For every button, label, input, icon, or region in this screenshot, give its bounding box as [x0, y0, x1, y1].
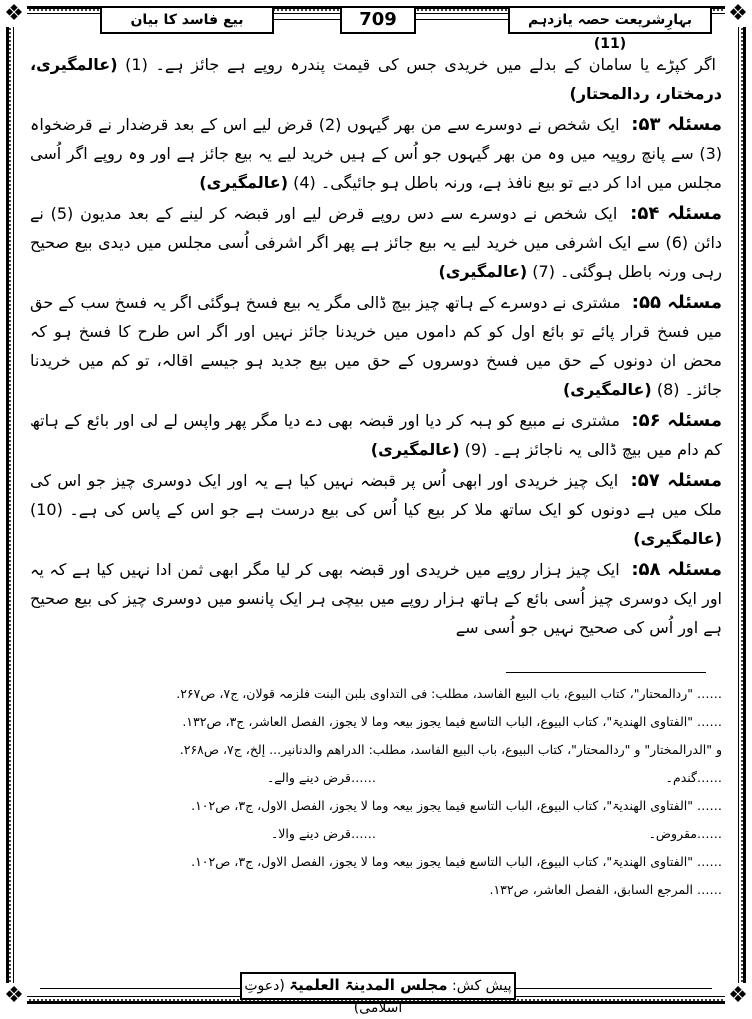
footnote: …… "الفتاوی الھندیۃ"، کتاب البیوع، الباب التاسع فیما یجوز بیعہ وما لا یجوز، الفصل العاشر، ج۳، ص۱۳۲.	[182, 714, 722, 729]
reference: (عالمگیری)	[562, 380, 652, 399]
footnote-pair	[30, 764, 722, 792]
book-title: بہارِشریعت حصہ یازدہم (11)	[508, 6, 712, 34]
footnote: و "الدرالمختار" و "ردالمحتار"، کتاب البیوع، باب البیع الفاسد، مطلب: الدراھم والدنانیر... إلخ، ج۷، ص۲۶۸.	[179, 742, 722, 757]
corner-ornament-icon: ❖	[725, 1, 751, 27]
footnotes	[30, 680, 722, 904]
footnote-separator	[506, 672, 706, 673]
paragraph-text: مشتری نے دوسرے کے ہاتھ چیز بیچ ڈالی مگر یہ بیع فسخ ہوگئی اگر یہ فسخ سب کے حق میں فسخ قرار پائے تو بائع اول کو کم داموں میں خریدنا جائز نہیں اور اگر اس طرح کا فسخ ہو کہ محض ان دونوں کے حق میں فسخ دوسروں کے حق میں بیع جدید ہو جیسے اقالہ، تو کم میں خریدنا جائز۔ (8)	[30, 293, 722, 399]
organization-name: (دعوتِ اسلامی)	[244, 978, 403, 1016]
reference: (عالمگیری)	[370, 440, 460, 459]
masala-label: مسئلہ ۵۷:	[630, 470, 722, 491]
paragraph-text: ایک شخص نے دوسرے سے دس روپے قرض لیے اور قبضہ کر لینے کے بعد مدیون (5) نے دائن (6) سے ایک اشرفی میں خرید لیے یہ بیع جائز ہے پھر اگر اشرفی اُسی مجلس میں دیدی بیع صحیح رہی ورنہ باطل ہوگئی۔ (7)	[30, 204, 723, 281]
reference: (عالمگیری)	[199, 173, 289, 192]
masala-label: مسئلہ ۵۴:	[630, 203, 722, 224]
footnote: ……گندم۔	[665, 770, 722, 785]
footnote: …… "الفتاوی الھندیۃ"، کتاب البیوع، الباب التاسع فیما یجوز بیعہ وما لا یجوز، الفصل الاول، ج۳، ص۱۰۲.	[191, 798, 722, 813]
masala-label: مسئلہ ۵۶:	[631, 410, 722, 431]
page-footer	[240, 972, 516, 1016]
paragraph-text: ایک چیز خریدی اور ابھی اُس پر قبضہ نہیں کیا ہے یہ اور ایک دوسری چیز جو اس کی ملک میں ہے دونوں کو ایک ساتھ ملا کر بیع کیا اُس کی بیع درست ہے جو اس کے پاس کی ہے۔ (10)	[30, 471, 722, 519]
paragraph	[30, 466, 722, 553]
footnote: ……قرض دینے والا۔	[270, 826, 376, 841]
page-header	[40, 6, 712, 52]
main-text	[30, 50, 722, 644]
footnote: …… "الفتاوی الھندیۃ"، کتاب البیوع، الباب التاسع فیما یجوز بیعہ وما لا یجوز، الفصل الاول، ج۳، ص۱۰۲.	[191, 854, 722, 869]
footnote: ……قرض دینے والے۔	[266, 770, 376, 785]
reference: (عالمگیری)	[633, 529, 722, 548]
paragraph-text: مشتری نے مبیع کو ہبہ کر دیا اور قبضہ بھی دے دیا مگر پھر واپس لے لی اور بائع کے ہاتھ کم دام میں بیچ ڈالی یہ ناجائز ہے۔ (9)	[30, 411, 722, 459]
corner-ornament-icon: ❖	[1, 983, 27, 1009]
paragraph	[30, 555, 722, 642]
footer-divider	[40, 988, 240, 989]
chapter-title: بیع فاسد کا بیان	[100, 6, 274, 34]
masala-label: مسئلہ ۵۸:	[631, 559, 722, 580]
footnote: …… المرجع السابق، الفصل العاشر، ص۱۳۲.	[489, 882, 722, 897]
paragraph-text: ایک چیز ہزار روپے میں خریدی اور قبضہ بھی کر لیا مگر ابھی ثمن ادا نہیں کیا ہے کہ یہ اور ایک دوسری چیز اُسی بائع کے ہاتھ ہزار روپے میں بیچی ہر ایک پانسو میں دوسری چیز کی بیع صحیح ہے اور اُس کی صحیح نہیں جو اُسی سے	[30, 560, 722, 637]
paragraph-text: ایک شخص نے دوسرے سے من بھر گیہوں (2) قرض لیے اس کے بعد قرضدار نے قرضخواہ (3) سے پانچ روپیہ میں وہ من بھر گیہوں جو اُس کے ہیں خرید لیے یہ بیع جائز ہے اور وہ روپے اگر اُسی مجلس میں ادا کر دیے تو بیع نافذ ہے، ورنہ باطل ہو جائیگی۔ (4)	[30, 115, 722, 192]
paragraph	[30, 199, 722, 286]
page-number: 709	[340, 6, 416, 34]
masala-label: مسئلہ ۵۵:	[631, 292, 722, 313]
paragraph	[30, 50, 722, 108]
footnote: ……مقروض۔	[648, 826, 722, 841]
masala-label: مسئلہ ۵۳:	[631, 114, 722, 135]
footnote-pair	[30, 820, 722, 848]
presented-by-label: پیش کش:	[451, 978, 512, 994]
reference: (عالمگیری)	[438, 262, 528, 281]
publisher-name: مجلس المدینۃ العلمیۃ	[289, 976, 448, 994]
header-divider	[270, 19, 340, 20]
corner-ornament-icon: ❖	[725, 983, 751, 1009]
reference: (عالمگیری، درمختار، ردالمحتار)	[30, 55, 722, 103]
footnote: …… "ردالمحتار"، کتاب البیوع، باب البیع الفاسد، مطلب: فی التداوی بلبن البنت فلزمہ قولان، ج۷، ص۲۶۷.	[176, 686, 722, 701]
footer-divider	[512, 988, 712, 989]
paragraph	[30, 110, 722, 197]
paragraph-text: اگر کپڑے یا سامان کے بدلے میں خریدی جس کی قیمت پندرہ روپے ہے جائز ہے۔ (1)	[125, 55, 716, 74]
paragraph	[30, 406, 722, 464]
paragraph	[30, 288, 722, 404]
corner-ornament-icon: ❖	[1, 1, 27, 27]
